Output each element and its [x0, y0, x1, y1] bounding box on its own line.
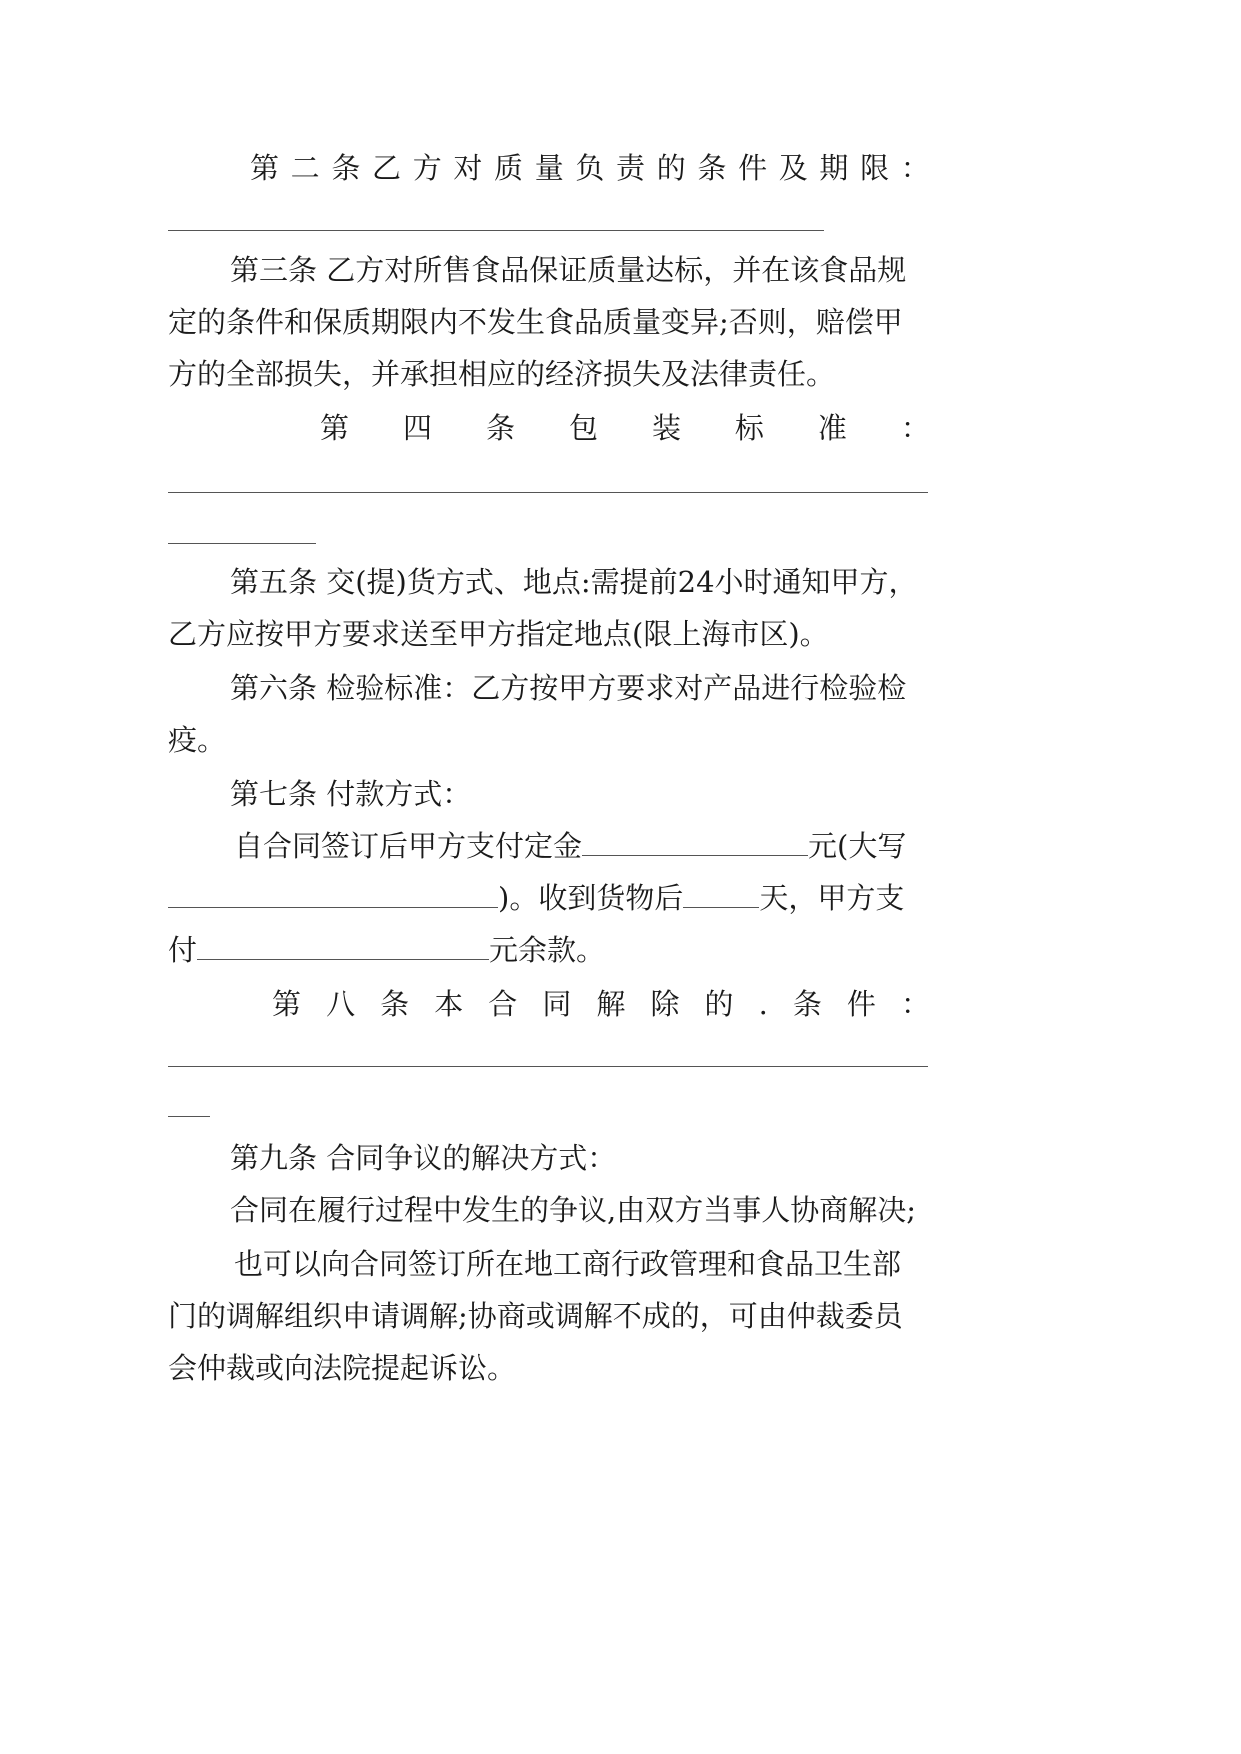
heading-char: 条: [380, 987, 410, 1021]
heading-char: 第: [272, 987, 302, 1021]
article-7-balance-line: [168, 930, 605, 970]
deposit-text: 自合同签订后甲方支付定金: [234, 829, 583, 863]
article-7-deposit-line: [234, 826, 906, 866]
article-4-heading: [320, 408, 930, 448]
heading-char: ：: [900, 411, 930, 445]
article-6-line-2: 疫。: [168, 723, 227, 757]
article-2-heading: [250, 148, 930, 188]
heading-char: 件: [846, 987, 876, 1021]
heading-char: 条: [485, 411, 515, 445]
heading-char: 第: [320, 411, 350, 445]
heading-char: 条: [792, 987, 822, 1021]
deposit-amount-blank: [582, 829, 808, 856]
article-9-heading: 第九条 合同争议的解决方式：: [230, 1141, 617, 1175]
article-4-blank-line-2: [168, 543, 316, 544]
heading-char: 责: [616, 151, 646, 185]
heading-char: 量: [534, 151, 564, 185]
article-2-blank-line: [168, 230, 824, 231]
heading-char: 条: [697, 151, 727, 185]
heading-char: 负: [575, 151, 605, 185]
heading-char: 本: [434, 987, 464, 1021]
heading-char: 质: [494, 151, 524, 185]
article-3-line-1: 第三条 乙方对所售食品保证质量达标，并在该食品规: [230, 253, 907, 287]
heading-char: 方: [412, 151, 442, 185]
heading-char: 的: [704, 987, 734, 1021]
heading-char: 对: [453, 151, 483, 185]
pay-text: 付: [168, 933, 198, 967]
heading-char: 八: [326, 987, 356, 1021]
heading-char: 除: [650, 987, 680, 1021]
balance-text: 元余款。: [489, 933, 606, 967]
heading-char: 解: [596, 987, 626, 1021]
article-9-para-2-line-1: 也可以向合同签订所在地工商行政管理和食品卫生部: [234, 1247, 902, 1281]
payment-days-text: 天，甲方支: [759, 881, 905, 915]
article-3-line-3: 方的全部损失，并承担相应的经济损失及法律责任。: [168, 357, 836, 391]
heading-char: ：: [900, 151, 930, 185]
heading-char: 准: [817, 411, 847, 445]
heading-char: 限: [860, 151, 890, 185]
heading-char: 及: [778, 151, 808, 185]
article-5-line-1: 第五条 交(提)货方式、地点:需提前24小时通知甲方，: [230, 565, 918, 599]
article-9-para-1: 合同在履行过程中发生的争议,由双方当事人协商解决;: [230, 1193, 916, 1227]
heading-char: ：: [900, 987, 930, 1021]
heading-char: 同: [542, 987, 572, 1021]
heading-char: 标: [734, 411, 764, 445]
article-8-heading: [272, 984, 930, 1024]
heading-char: 件: [738, 151, 768, 185]
article-8-blank-line-2: [168, 1116, 210, 1117]
deposit-unit-text: 元(大写: [808, 829, 907, 863]
article-8-blank-line-1: [168, 1066, 928, 1067]
article-3-line-2: 定的条件和保质期限内不发生食品质量变异;否则，赔偿甲: [168, 305, 903, 339]
heading-char: 条: [331, 151, 361, 185]
heading-char: 包: [568, 411, 598, 445]
days-blank: [683, 881, 759, 908]
balance-amount-blank: [197, 933, 489, 960]
receipt-text: )。收到货物后: [498, 881, 684, 915]
heading-char: 四: [402, 411, 432, 445]
heading-char: 二: [290, 151, 320, 185]
heading-char: 装: [651, 411, 681, 445]
heading-char: 期: [819, 151, 849, 185]
article-6-line-1: 第六条 检验标准：乙方按甲方要求对产品进行检验检: [230, 671, 907, 705]
article-7-receipt-line: [168, 878, 904, 918]
article-9-para-2-line-3: 会仲裁或向法院提起诉讼。: [168, 1351, 517, 1385]
heading-char: .: [758, 987, 768, 1021]
article-7-heading: 第七条 付款方式：: [230, 777, 472, 811]
heading-char: 合: [488, 987, 518, 1021]
amount-in-words-blank: [168, 881, 498, 908]
article-4-blank-line-1: [168, 492, 928, 493]
article-9-para-2-line-2: 门的调解组织申请调解;协商或调解不成的，可由仲裁委员: [168, 1299, 903, 1333]
article-5-line-2: 乙方应按甲方要求送至甲方指定地点(限上海市区)。: [168, 617, 829, 651]
heading-char: 的: [656, 151, 686, 185]
heading-char: 第: [250, 151, 280, 185]
heading-char: 乙: [372, 151, 402, 185]
